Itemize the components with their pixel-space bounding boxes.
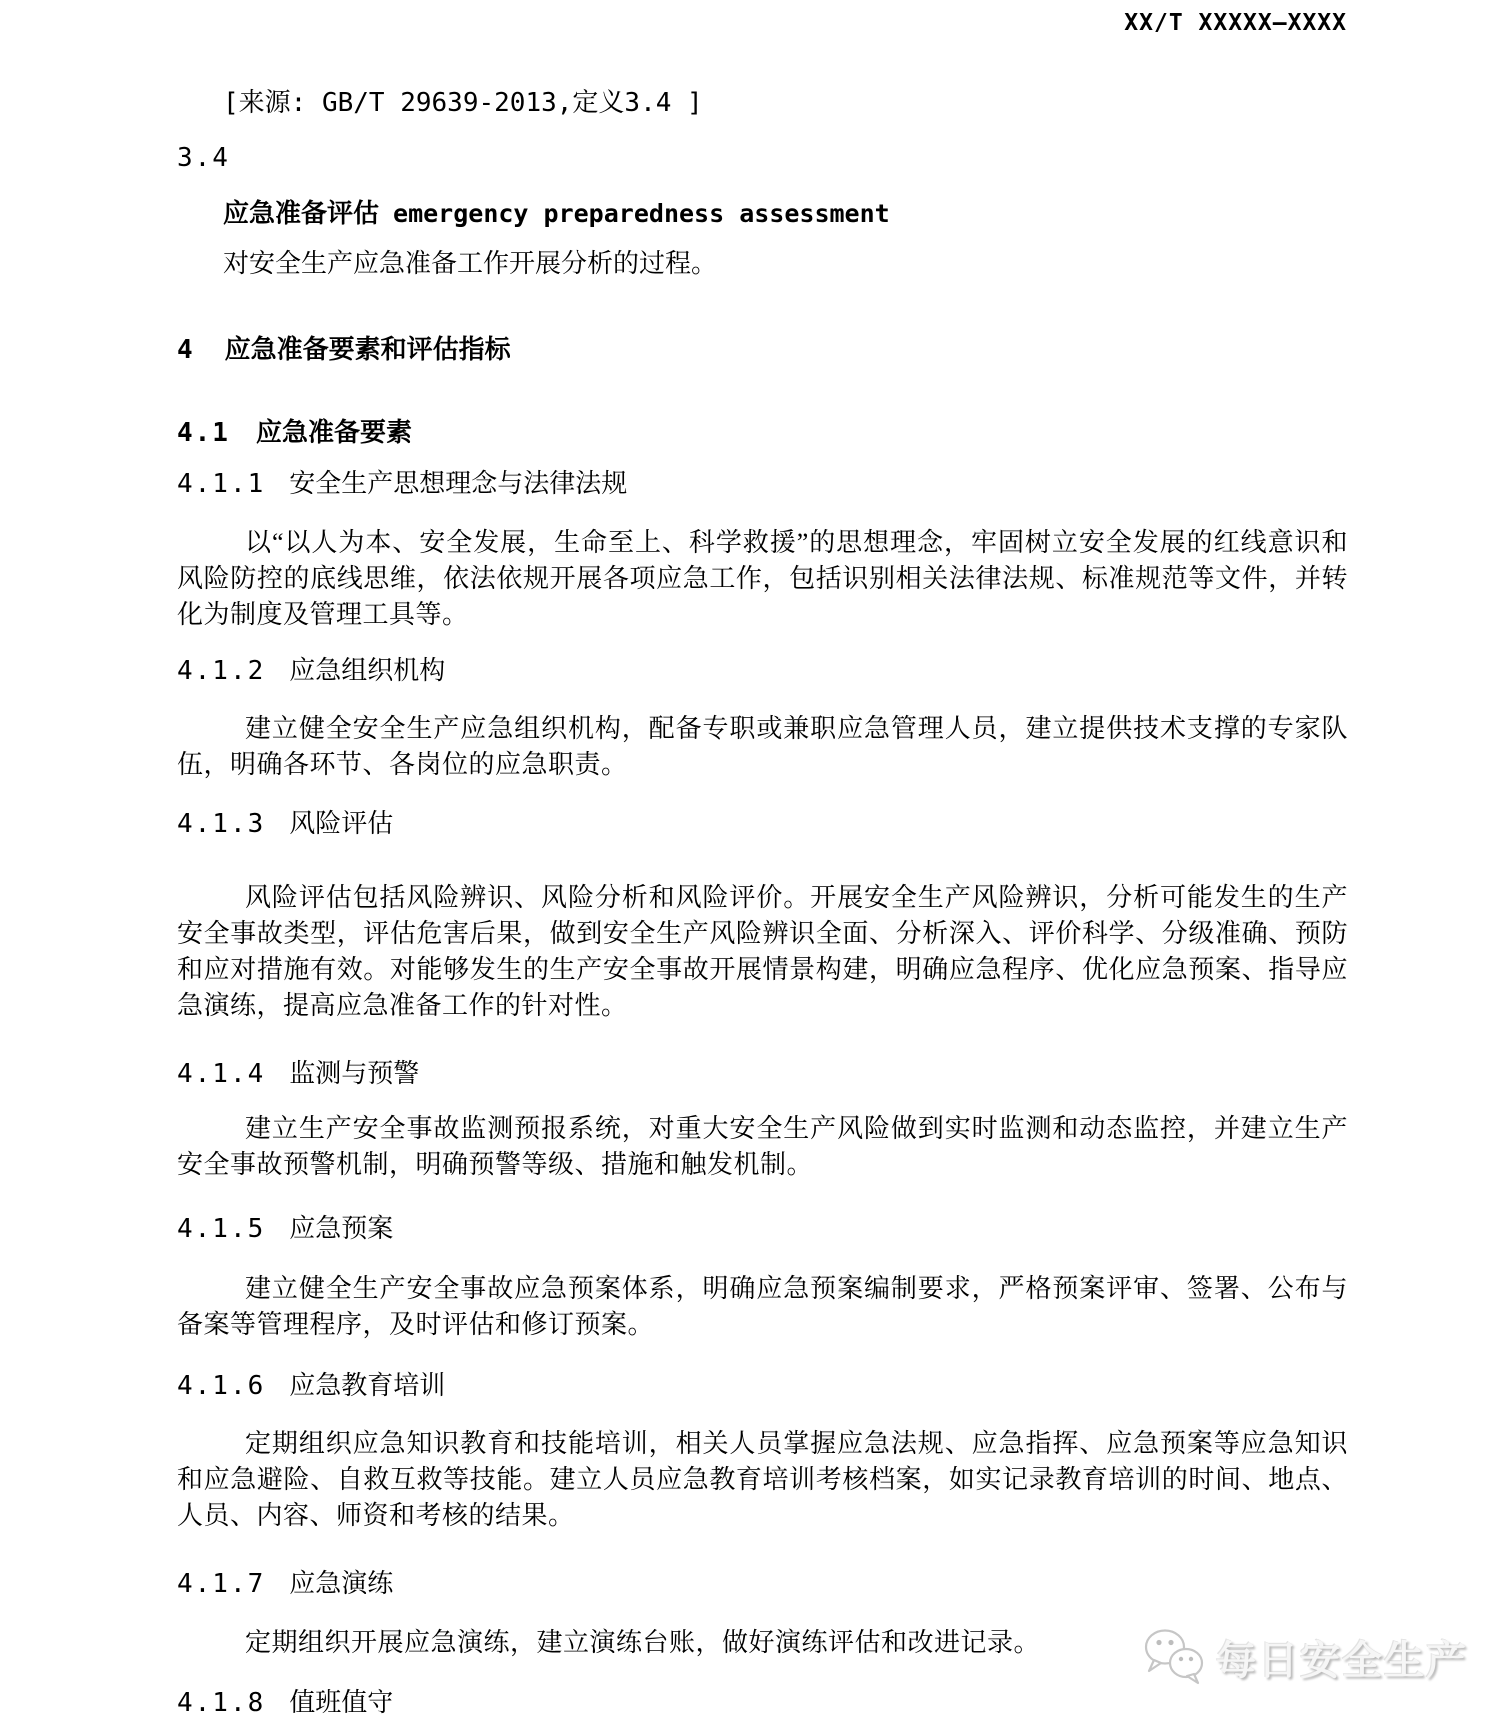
subsection-number: 4.1.3	[177, 809, 266, 839]
section-heading	[177, 414, 1348, 451]
subsection-body-4-1-2: 建立健全安全生产应急组织机构，配备专职或兼职应急管理人员，建立提供技术支撑的专家队伍，明确各环节、各岗位的应急职责。	[177, 714, 1348, 779]
subsection-heading-4-1-1	[177, 466, 1348, 502]
watermark	[1142, 1628, 1468, 1686]
subsection-number: 4.1.5	[177, 1214, 266, 1244]
subsection-body-4-1-7: 定期组织开展应急演练，建立演练台账，做好演练评估和改进记录。	[245, 1628, 1041, 1657]
term-title	[177, 195, 1348, 232]
section-title: 应急准备要素	[255, 417, 412, 447]
subsection-number: 4.1.7	[177, 1569, 266, 1599]
subsection-title: 值班值守	[289, 1688, 394, 1717]
subsection-number: 4.1.6	[177, 1371, 266, 1401]
subsection-body-4-1-6: 定期组织应急知识教育和技能培训，相关人员掌握应急法规、应急指挥、应急预案等应急知识和应急避险、自救互救等技能。建立人员应急教育培训考核档案，如实记录教育培训的时间、地点、人员、内容、师资和考核的结果。	[177, 1429, 1348, 1530]
subsection-title: 安全生产思想理念与法律法规	[289, 469, 628, 498]
subsection-title: 风险评估	[289, 809, 394, 838]
document-content	[177, 0, 1348, 1721]
subsection-title: 监测与预警	[289, 1059, 420, 1088]
subsection-body-4-1-3: 风险评估包括风险辨识、风险分析和风险评价。开展安全生产风险辨识，分析可能发生的生产安全事故类型，评估危害后果，做到安全生产风险辨识全面、分析深入、评价科学、分级准确、预防和应对措施有效。对能够发生的生产安全事故开展情景构建，明确应急程序、优化应急预案、指导应急演练，提高应急准备工作的针对性。	[177, 883, 1348, 1020]
chapter-number: 4	[177, 335, 195, 365]
wechat-icon	[1142, 1628, 1208, 1686]
subsection-body-4-1-1: 以“以人为本、安全发展，生命至上、科学救援”的思想理念，牢固树立安全发展的红线意识和风险防控的底线思维，依法依规开展各项应急工作，包括识别相关法律法规、标准规范等文件，并转化为制度及管理工具等。	[177, 528, 1348, 629]
term-title-en: emergency preparedness assessment	[393, 199, 890, 228]
subsection-heading-4-1-2	[177, 653, 1348, 689]
section-number: 4.1	[177, 418, 230, 448]
watermark-text: 每日安全生产	[1216, 1637, 1468, 1683]
chapter-title: 应急准备要素和评估指标	[224, 334, 511, 364]
term-number	[177, 140, 1348, 176]
subsection-heading-4-1-3	[177, 806, 1348, 842]
subsection-body-4-1-5: 建立健全生产安全事故应急预案体系，明确应急预案编制要求，严格预案评审、签署、公布与备案等管理程序，及时评估和修订预案。	[177, 1274, 1348, 1339]
term-definition: 对安全生产应急准备工作开展分析的过程。	[223, 249, 718, 278]
subsection-heading-4-1-4	[177, 1056, 1348, 1092]
subsection-body-4-1-4: 建立生产安全事故监测预报系统，对重大安全生产风险做到实时监测和动态监控，并建立生产安全事故预警机制，明确预警等级、措施和触发机制。	[177, 1114, 1348, 1179]
subsection-heading-4-1-7	[177, 1566, 1348, 1602]
subsection-number: 4.1.4	[177, 1059, 266, 1089]
subsection-number: 4.1.8	[177, 1688, 266, 1718]
standard-code-header: XX/T XXXXX—XXXX	[1124, 10, 1347, 36]
source-note: [来源: GB/T 29639-2013,定义3.4 ]	[223, 88, 703, 118]
subsection-number: 4.1.1	[177, 469, 266, 499]
subsection-title: 应急组织机构	[289, 656, 446, 685]
chapter-heading	[177, 331, 1348, 368]
subsection-title: 应急教育培训	[289, 1371, 446, 1400]
subsection-heading-4-1-5	[177, 1211, 1348, 1247]
subsection-title: 应急演练	[289, 1569, 394, 1598]
subsection-heading-4-1-6	[177, 1368, 1348, 1404]
subsection-title: 应急预案	[289, 1214, 394, 1243]
term-title-zh: 应急准备评估	[223, 198, 380, 228]
subsection-number: 4.1.2	[177, 656, 266, 686]
subsection-heading-4-1-8	[177, 1685, 1348, 1721]
term-number-text: 3.4	[177, 143, 230, 173]
